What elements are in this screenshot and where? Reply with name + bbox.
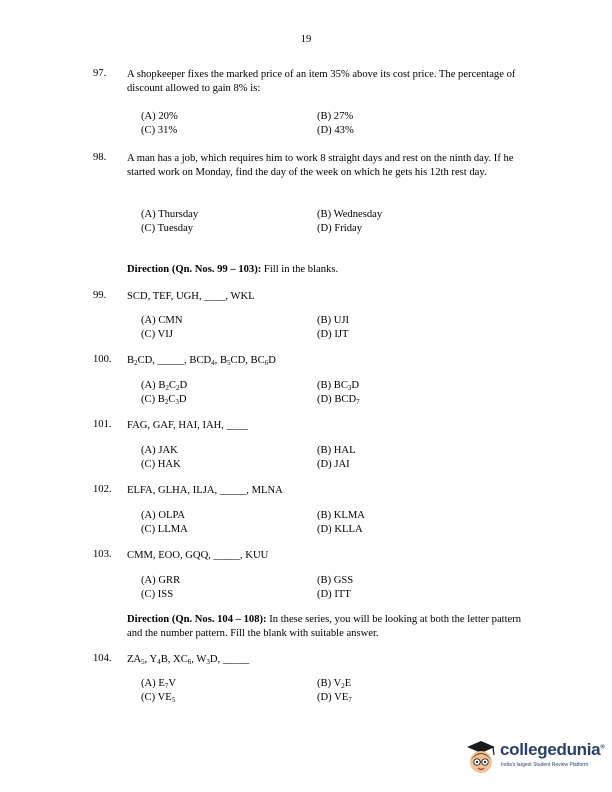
option-b: (B) KLMA	[317, 510, 365, 521]
option-c: (C) Tuesday	[141, 223, 194, 234]
option-b: (B) 27%	[317, 111, 354, 122]
direction-label: Direction (Qn. Nos. 99 – 103):	[127, 264, 262, 275]
option-a: (A) $B_2C_2D$	[141, 380, 188, 392]
question-number: 101.	[93, 419, 112, 430]
option-c: (C) ISS	[141, 589, 174, 600]
option-d: (D) KLLA	[317, 524, 363, 535]
option-c: (C) $B_2C_3D$	[141, 394, 187, 406]
option-b: (B) $V_2E$	[317, 678, 352, 690]
option-c: (C) LLMA	[141, 524, 188, 535]
question-text: A man has a job, which requires him to work 8 straight days and rest on the ninth day. If he started work on Monday, find the day of the week on which he gets his 12th rest day.	[127, 153, 514, 178]
question-text: A shopkeeper fixes the marked price of an item 35% above its cost price. The percentage of discount allowed to gain 8% is:	[127, 69, 516, 94]
logo-tagline: India's largest Student Review Platform	[501, 762, 589, 768]
question-number: 103.	[93, 549, 112, 560]
question-number: 102.	[93, 484, 112, 495]
question-text: ELFA, GLHA, ILJA, _____, MLNA	[127, 485, 283, 496]
direction-text: Fill in the blanks.	[261, 264, 339, 275]
question-text: SCD, TEF, UGH, ____, WKL	[127, 291, 255, 302]
direction-block	[127, 263, 522, 277]
question-number: 98.	[93, 152, 107, 163]
option-a: (A) CMN	[141, 315, 183, 326]
question-text: $ZA_5$, $Y_4B$, $XC_6$, $W_3D$, _____	[127, 654, 250, 666]
option-c: (C) $VE_5$	[141, 692, 176, 704]
direction-text: In these series, you will be looking at both the letter pattern and the number pattern. Fill the blank with suitable answer.	[127, 614, 522, 639]
option-b: (B) $BC_3D$	[317, 380, 360, 392]
direction-label: Direction (Qn. Nos. 104 – 108):	[127, 614, 267, 625]
page-number: 19	[300, 34, 312, 45]
question-number: 100.	[93, 354, 112, 365]
option-a: (A) $E_7V$	[141, 678, 176, 690]
option-a: (A) JAK	[141, 445, 178, 456]
option-d: (D) $BCD_7$	[317, 394, 360, 406]
option-d: (D) 43%	[317, 125, 354, 136]
option-d: (D) ITT	[317, 589, 351, 600]
question-text: FAG, GAF, HAI, IAH, ____	[127, 420, 248, 431]
option-a: (A) 20%	[141, 111, 178, 122]
option-b: (B) Wednesday	[317, 209, 383, 220]
collegedunia-logo[interactable]	[464, 738, 604, 778]
question-number: 97.	[93, 68, 107, 79]
question-text: $B_2CD$, _____, $BCD_4$, $B_5CD$, $BC_6D$	[127, 355, 276, 367]
option-b: (B) GSS	[317, 575, 354, 586]
option-b: (B) UJI	[317, 315, 350, 326]
option-d: (D) JAI	[317, 459, 350, 470]
option-a: (A) GRR	[141, 575, 181, 586]
mascot-icon	[464, 738, 498, 778]
option-c: (C) HAK	[141, 459, 181, 470]
option-a: (A) OLPA	[141, 510, 186, 521]
option-d: (D) IJT	[317, 329, 349, 340]
option-a: (A) Thursday	[141, 209, 199, 220]
question-number: 104.	[93, 653, 112, 664]
option-c: (C) VIJ	[141, 329, 173, 340]
logo-wordmark: collegedunia®	[500, 740, 605, 759]
direction-block	[127, 613, 522, 641]
option-d: (D) $VE_7$	[317, 692, 352, 704]
option-c: (C) 31%	[141, 125, 178, 136]
question-number: 99.	[93, 290, 107, 301]
option-d: (D) Friday	[317, 223, 363, 234]
question-text: CMM, EOO, GQQ, _____, KUU	[127, 550, 269, 561]
option-b: (B) HAL	[317, 445, 356, 456]
